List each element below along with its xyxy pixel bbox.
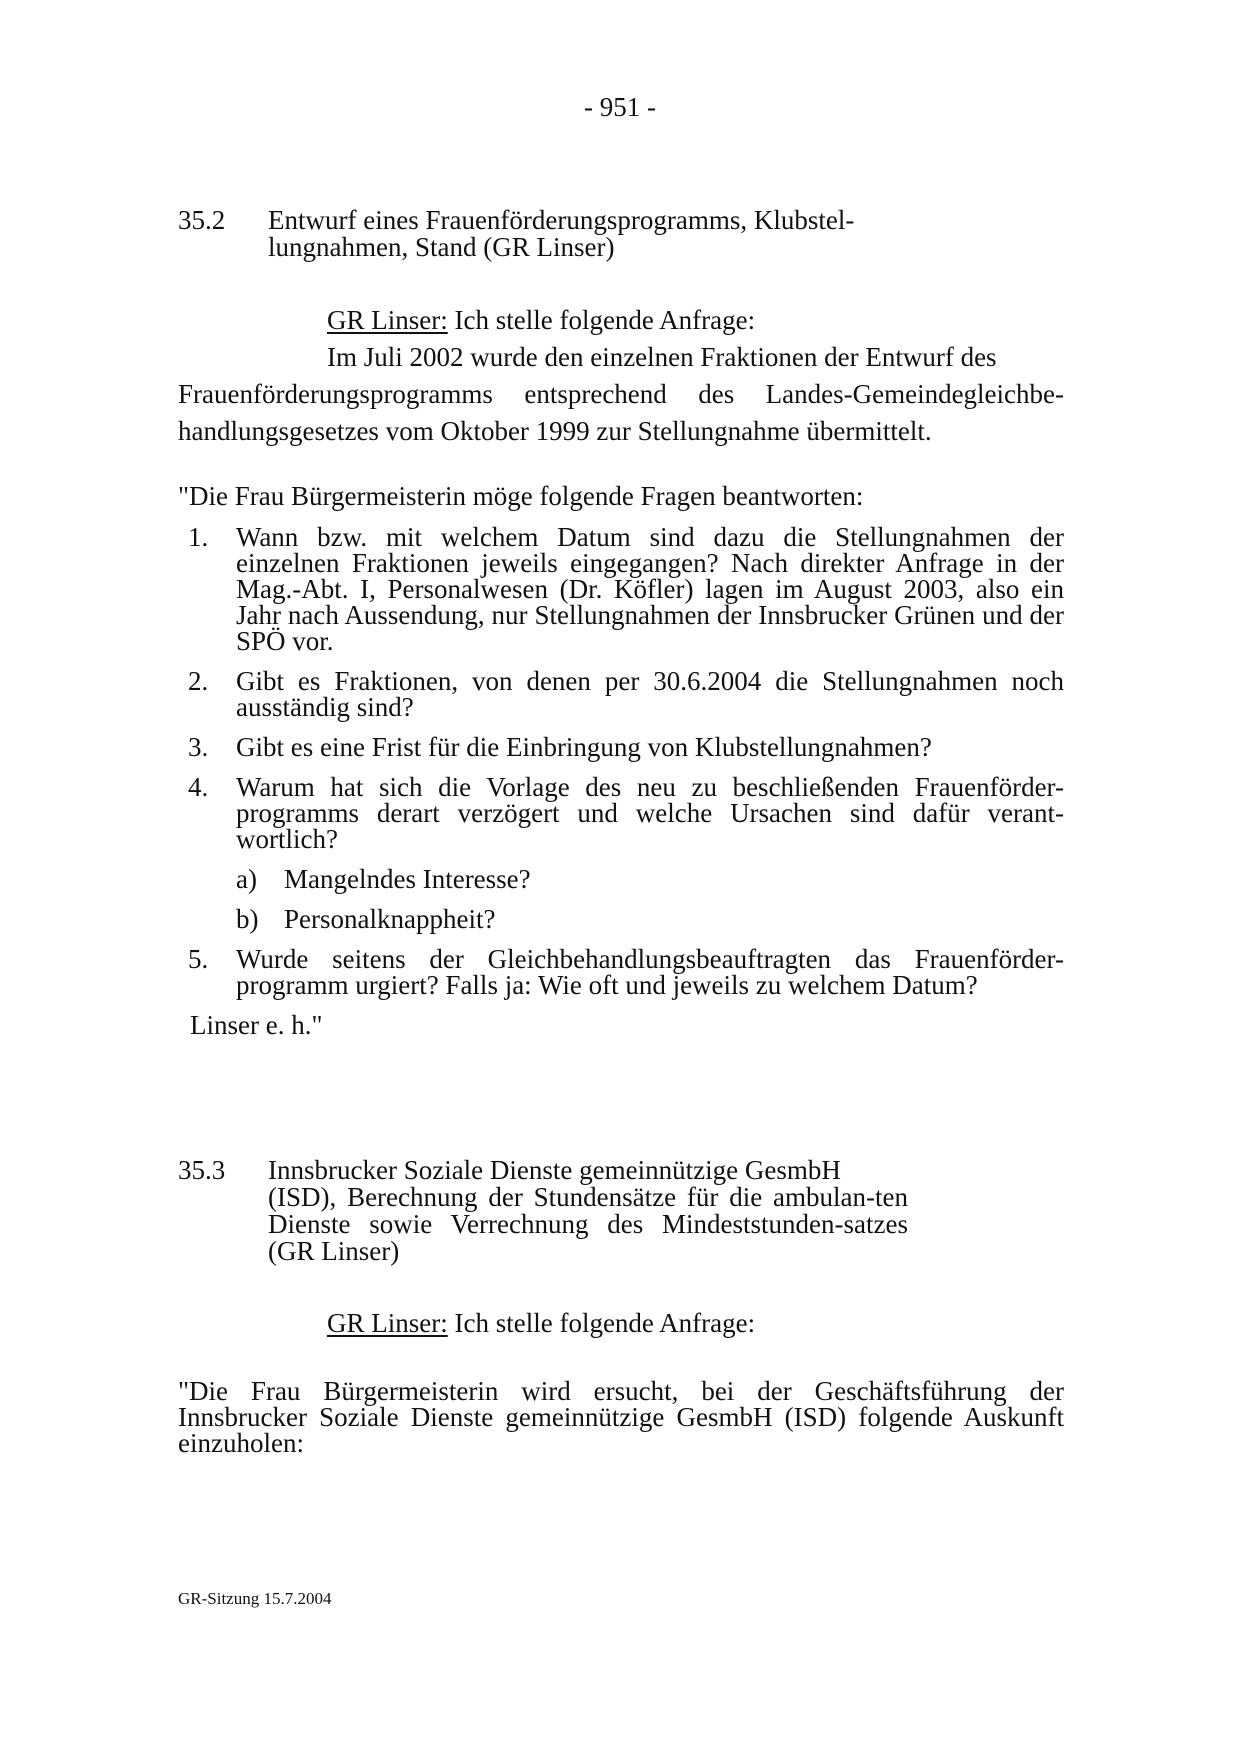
speaker-line	[327, 1308, 755, 1339]
sub-list-item: b) Personalknappheit?	[236, 904, 496, 934]
list-item: 3. Gibt es eine Frist für die Einbringung von Klubstellungnahmen?	[188, 732, 932, 762]
list-item: 5. Wurde seitens der Gleichbehandlungsbeauftragten das Frauenförder-programm urgiert? Falls ja: Wie oft und jeweils zu welchem Datum?	[188, 944, 1064, 1000]
list-item: 2. Gibt es Fraktionen, von denen per 30.6.2004 die Stellungnahmen noch ausständig sind?	[188, 666, 1064, 722]
question-intro: "Die Frau Bürgermeisterin möge folgende Fragen beantworten:	[178, 481, 864, 511]
speaker-name: GR Linser:	[327, 305, 448, 335]
request-paragraph: "Die Frau Bürgermeisterin wird ersucht, bei der Geschäftsführung der Innsbrucker Soziale Dienste gemeinnützige GesmbH (ISD) folgende Auskunft einzuholen:	[178, 1376, 1064, 1458]
speaker-name: GR Linser:	[327, 1308, 448, 1338]
section-number: 35.2	[178, 205, 226, 235]
section-title: Innsbrucker Soziale Dienste gemeinnützige GesmbH (ISD), Berechnung der Stundensätze für die ambulan-ten Dienste sowie Verrechnung des Mindeststunden-satzes (GR Linser)	[268, 1155, 908, 1266]
footer: GR-Sitzung 15.7.2004	[178, 1589, 332, 1608]
section-number: 35.3	[178, 1155, 226, 1185]
page-number: - 951 -	[584, 92, 656, 122]
section-title: Entwurf eines Frauenförderungsprogramms, Klubstel- lungnahmen, Stand (GR Linser)	[268, 205, 855, 262]
list-item: 1. Wann bzw. mit welchem Datum sind dazu die Stellungnahmen der einzelnen Fraktionen jeweils eingegangen? Nach direkter Anfrage in der Mag.-Abt. I, Personalwesen (Dr. Köfler) lagen im August 2003, also ein Jahr nach Aussendung, nur Stellungnahmen der Innsbrucker Grünen und der SPÖ vor.	[188, 522, 1064, 656]
signature: Linser e. h."	[190, 1010, 323, 1040]
section-heading-35-3	[178, 1157, 908, 1265]
speaker-text: Ich stelle folgende Anfrage:	[447, 305, 756, 335]
sub-list-item: a) Mangelndes Interesse?	[236, 864, 531, 894]
section-heading-35-2	[178, 207, 908, 261]
speaker-line	[327, 305, 755, 336]
intro-paragraph: Im Juli 2002 wurde den einzelnen Fraktionen der Entwurf des Frauenförderungsprogramms entsprechend des Landes-Gemeindegleichbe-handlungsgesetzes vom Oktober 1999 zur Stellungnahme übermittelt.	[178, 342, 1064, 446]
speaker-text: Ich stelle folgende Anfrage:	[447, 1308, 756, 1338]
list-item: 4. Warum hat sich die Vorlage des neu zu beschließenden Frauenförder-programms derart verzögert und welche Ursachen sind dafür verant-wortlich?	[188, 772, 1064, 854]
question-list	[178, 524, 1064, 1038]
